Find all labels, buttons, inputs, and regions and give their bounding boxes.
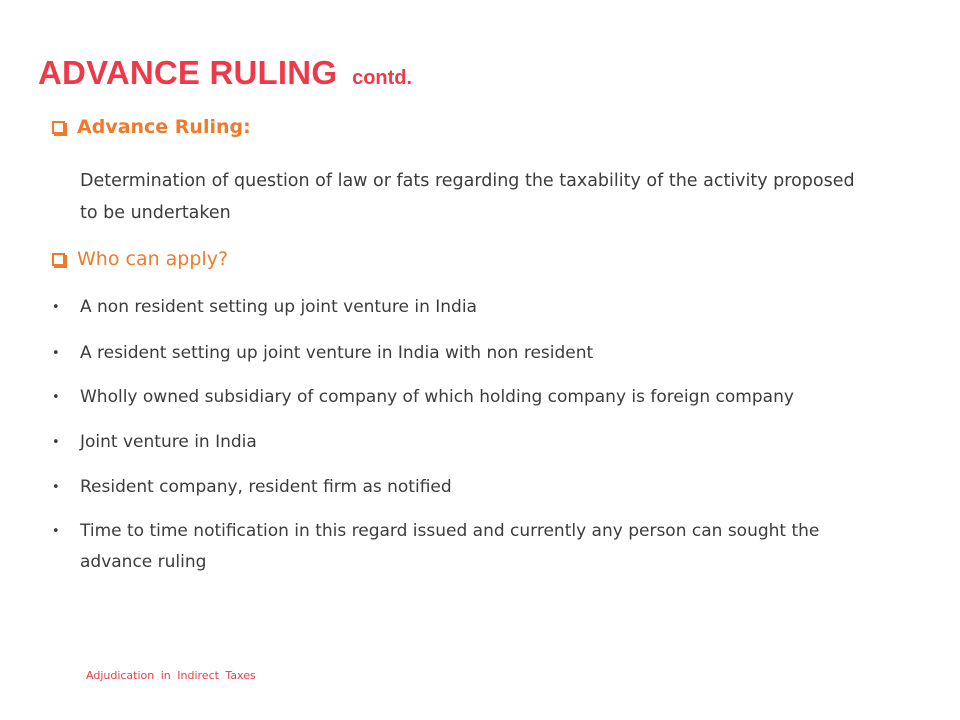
bullet-dot-icon: • [52, 346, 60, 361]
slide-footer: Adjudication in Indirect Taxes [86, 669, 256, 682]
list-item-text: Resident company, resident firm as notified [80, 477, 452, 497]
definition-text: Determination of question of law or fats regarding the taxability of the activity proposed to be undertaken [80, 171, 855, 223]
bullet-dot-icon: • [52, 390, 60, 405]
list-item-text: Wholly owned subsidiary of company of which holding company is foreign company [80, 387, 794, 407]
list-item [52, 472, 882, 503]
list-item [52, 516, 882, 578]
section-heading-label: Who can apply? [77, 248, 229, 270]
list-item-text: A resident setting up joint venture in India with non resident [80, 343, 594, 363]
list-item-text: A non resident setting up joint venture in India [80, 297, 477, 317]
list-item [52, 338, 882, 369]
bullet-dot-icon: • [52, 524, 60, 539]
checkbox-square-icon [52, 121, 65, 134]
checkbox-square-icon [52, 253, 65, 266]
list-item [52, 292, 882, 323]
bullet-dot-icon: • [52, 435, 60, 450]
title-main: ADVANCE RULING [38, 54, 338, 91]
list-item [52, 382, 882, 413]
section-heading-advance-ruling [52, 116, 251, 138]
slide-title [38, 56, 412, 89]
list-item-text: Joint venture in India [80, 432, 257, 452]
list-item [52, 427, 882, 458]
bullet-dot-icon: • [52, 300, 60, 315]
list-item-text: Time to time notification in this regard issued and currently any person can sought the advance ruling [80, 521, 820, 572]
section-heading-who-can-apply [52, 248, 228, 270]
section-heading-label: Advance Ruling: [77, 116, 251, 138]
title-suffix: contd. [352, 67, 413, 89]
bullet-dot-icon: • [52, 480, 60, 495]
